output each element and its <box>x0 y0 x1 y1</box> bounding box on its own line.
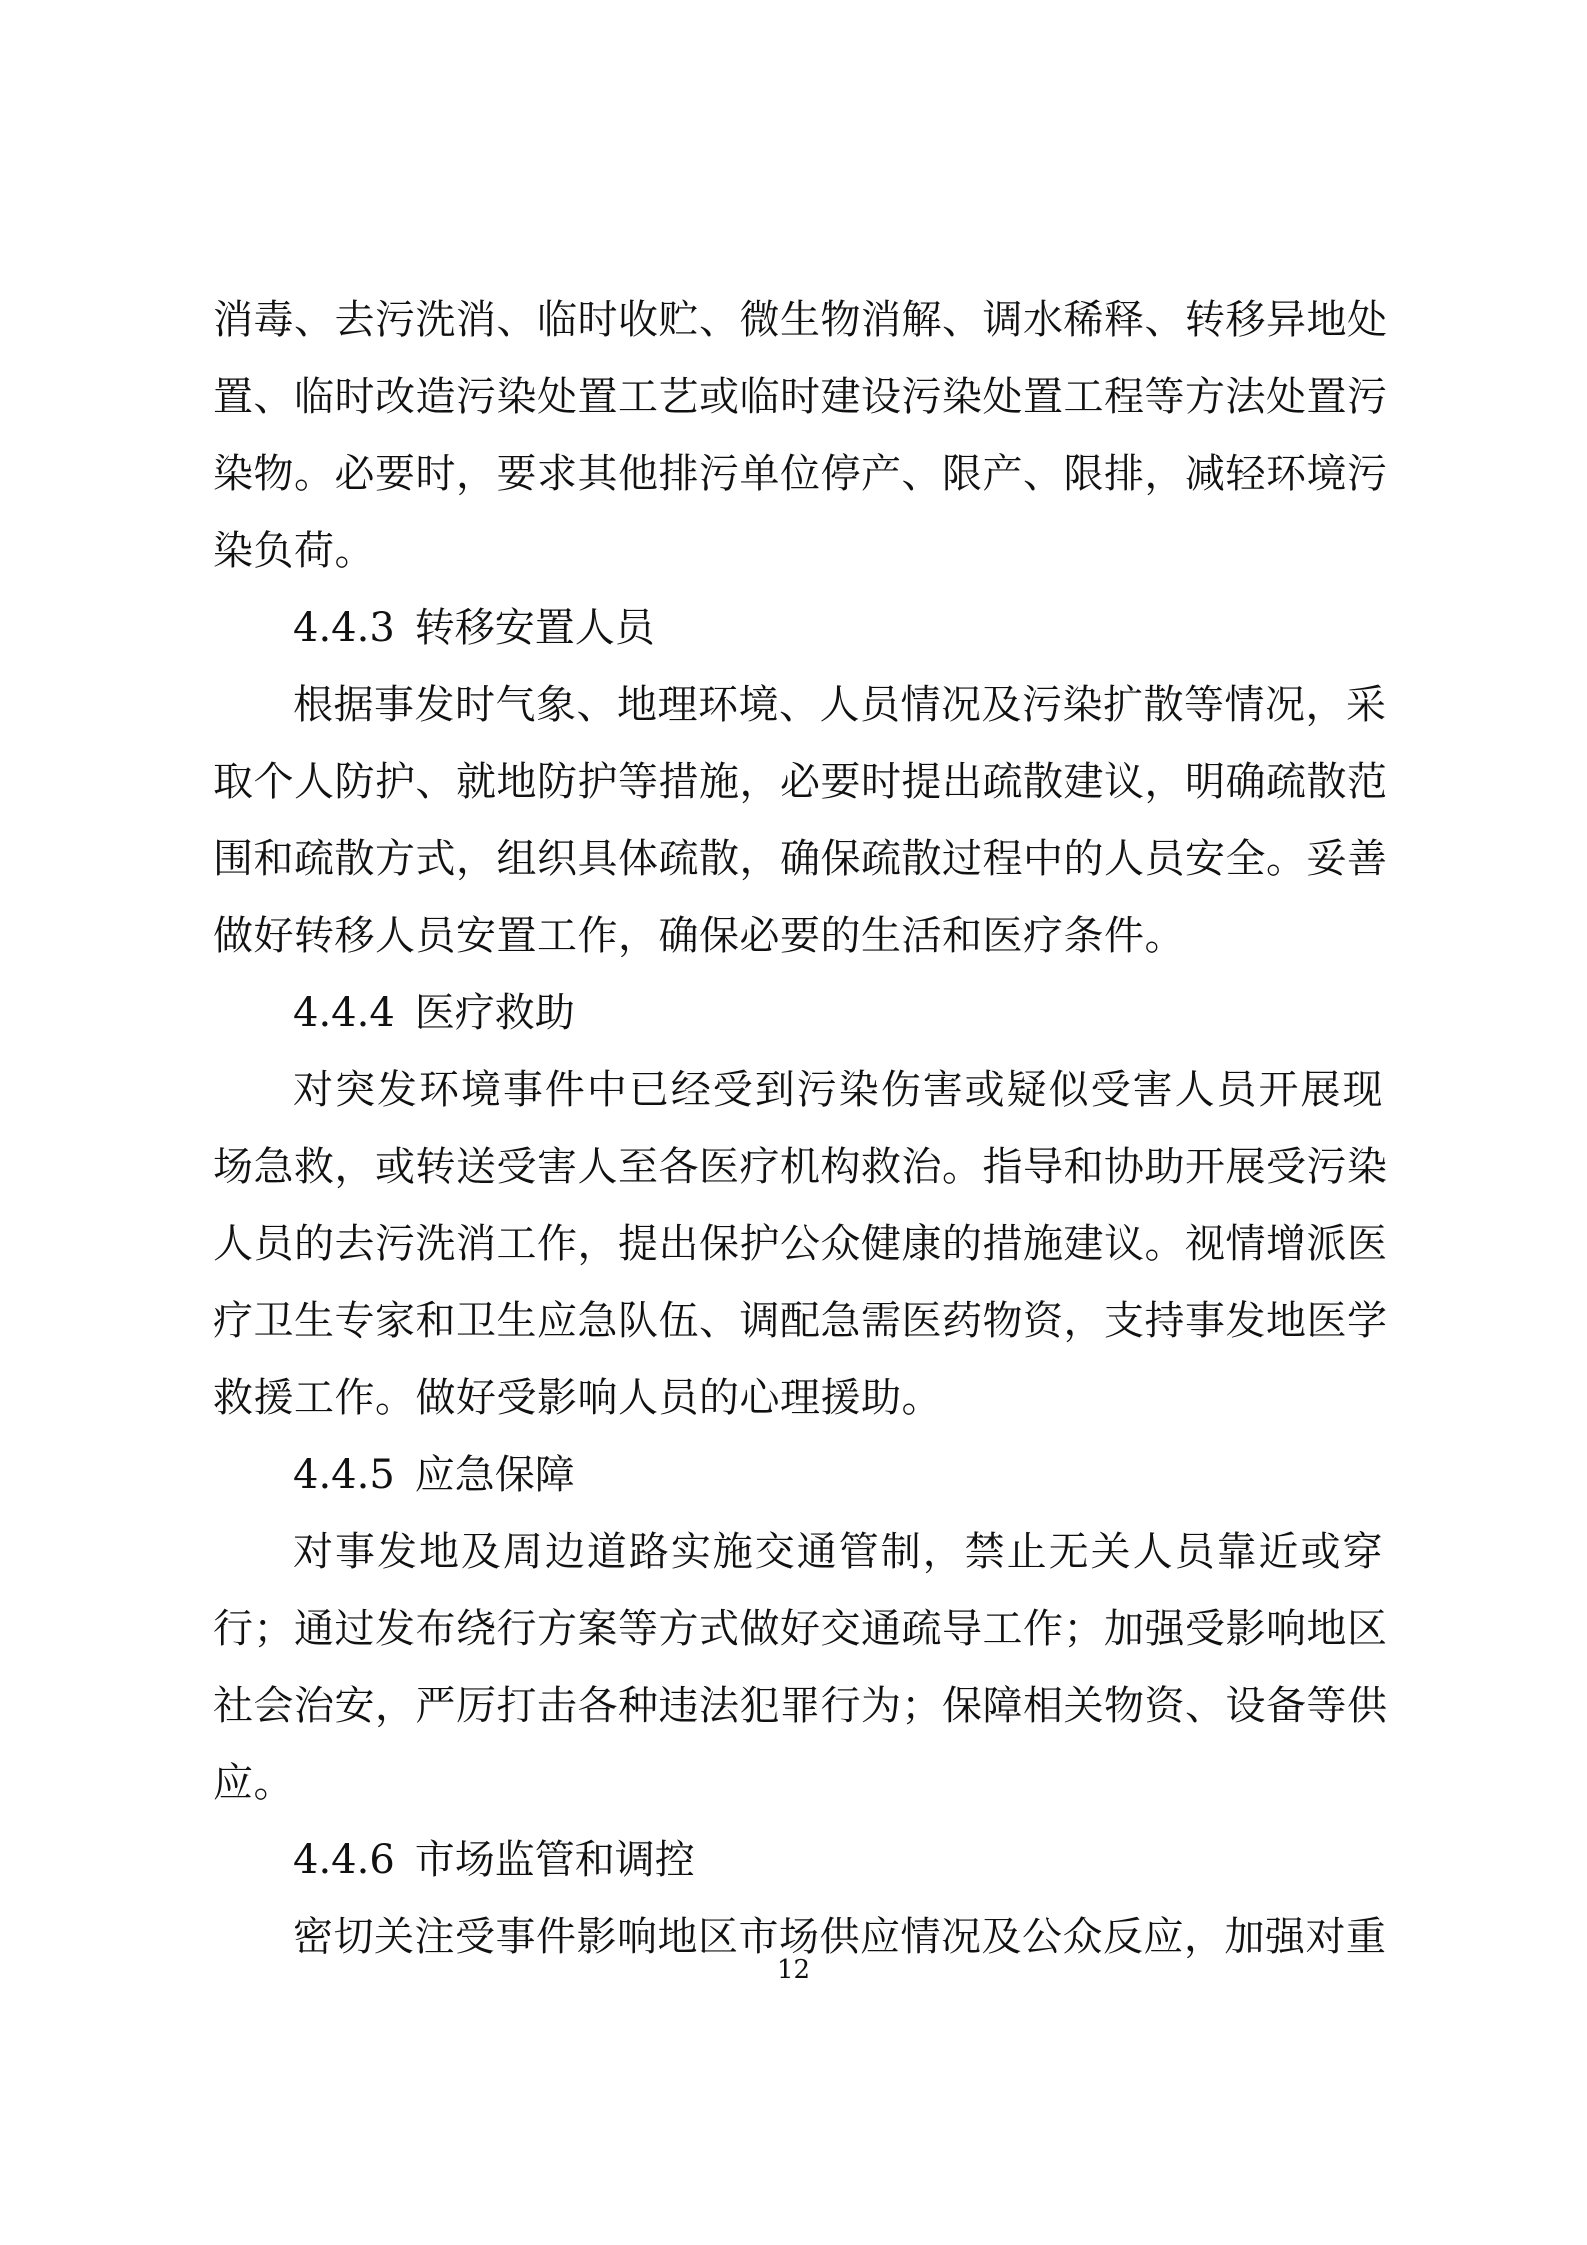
document-body <box>213 282 1388 1976</box>
section-number: 4.4.6 <box>293 1837 395 1883</box>
section-title: 医疗救助 <box>414 990 575 1036</box>
paragraph-line: 社会治安，严厉打击各种违法犯罪行为；保障相关物资、设备等供 <box>213 1683 1388 1729</box>
paragraph-line: 染负荷。 <box>213 528 375 574</box>
page-number: 12 <box>776 1955 811 1985</box>
section-number: 4.4.3 <box>293 605 395 651</box>
paragraph-line: 对事发地及周边道路实施交通管制，禁止无关人员靠近或穿 <box>293 1529 1383 1575</box>
section-heading-4-4-4 <box>213 975 1383 1052</box>
section-number: 4.4.4 <box>293 990 395 1036</box>
section-heading-4-4-5 <box>213 1437 1383 1514</box>
section-number: 4.4.5 <box>293 1452 395 1498</box>
paragraph-line: 人员的去污洗消工作，提出保护公众健康的措施建议。视情增派医 <box>213 1221 1388 1267</box>
paragraph-line: 场急救，或转送受害人至各医疗机构救治。指导和协助开展受污染 <box>213 1144 1388 1190</box>
paragraph-line: 应。 <box>213 1760 294 1806</box>
paragraph-line: 染物。必要时，要求其他排污单位停产、限产、限排，减轻环境污 <box>213 451 1388 497</box>
paragraph-line: 对突发环境事件中已经受到污染伤害或疑似受害人员开展现 <box>293 1067 1383 1113</box>
section-heading-4-4-3 <box>213 590 1383 667</box>
paragraph-line: 消毒、去污洗消、临时收贮、微生物消解、调水稀释、转移异地处 <box>213 297 1388 343</box>
paragraph-line: 做好转移人员安置工作，确保必要的生活和医疗条件。 <box>213 913 1185 959</box>
paragraph-line: 根据事发时气象、地理环境、人员情况及污染扩散等情况，采 <box>293 682 1387 728</box>
section-title: 市场监管和调控 <box>414 1837 695 1883</box>
section-title: 应急保障 <box>414 1452 575 1498</box>
paragraph-line: 围和疏散方式，组织具体疏散，确保疏散过程中的人员安全。妥善 <box>213 836 1388 882</box>
section-heading-4-4-6 <box>213 1822 1383 1899</box>
paragraph-line: 救援工作。做好受影响人员的心理援助。 <box>213 1375 942 1421</box>
paragraph-line: 疗卫生专家和卫生应急队伍、调配急需医药物资，支持事发地医学 <box>213 1298 1388 1344</box>
paragraph-line: 行；通过发布绕行方案等方式做好交通疏导工作；加强受影响地区 <box>213 1606 1388 1652</box>
paragraph-line: 置、临时改造污染处置工艺或临时建设污染处置工程等方法处置污 <box>213 374 1388 420</box>
section-title: 转移安置人员 <box>414 605 655 651</box>
paragraph-line: 取个人防护、就地防护等措施，必要时提出疏散建议，明确疏散范 <box>213 759 1388 805</box>
paragraph-line: 密切关注受事件影响地区市场供应情况及公众反应，加强对重 <box>293 1914 1387 1960</box>
